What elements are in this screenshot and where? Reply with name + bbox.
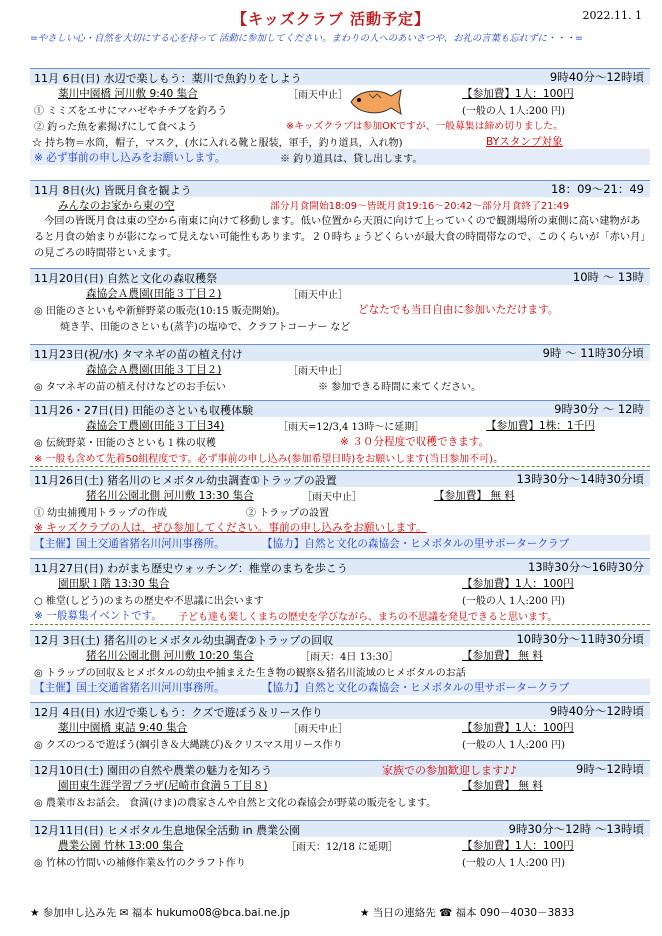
notice: ※キッズクラブは参加OKですが、一般募集は締め切りました。	[286, 121, 563, 132]
event-location: 猪名川公園北側 河川敷 10:20 集合	[86, 650, 254, 662]
event-title: 11月 6日(日) 水辺で楽しもう：薬川で魚釣りをしよう	[34, 72, 302, 85]
apply-contact[interactable]: ★ 参加申し込み先 ✉ 福本 hukumo08@bca.bai.ne.jp	[30, 907, 290, 919]
event-header	[30, 630, 650, 647]
event-time: 9時30分 ～ 12時	[554, 402, 644, 416]
event-2	[30, 180, 650, 261]
fee: 【参加費】1人：100円	[462, 88, 574, 100]
belongings: ☆ 持ち物＝水筒，帽子，マスク，(水に入れる靴と服装，軍手，釣り道具，入れ物)	[32, 138, 403, 149]
subtitle: =やさしい心・自然を大切にする心を持って 活動に参加してください。まわりの人へのあいさつや、お礼の言葉も忘れずに・・・=	[30, 33, 583, 44]
notice: ※ 参加できる時間に来てください。	[318, 382, 482, 393]
event-time: 10時30分～11時30分頃	[516, 632, 644, 646]
event-time: 13時30分～16時30分	[527, 560, 644, 574]
event-location: みんなのお家から東の空	[58, 200, 175, 212]
fee: 【参加費】 無 料	[434, 490, 515, 502]
divider	[30, 624, 650, 625]
detail-line: ① 幼虫捕獲用トラップの作成	[34, 508, 167, 519]
page-title: 【キッズクラブ 活動予定】	[232, 10, 430, 28]
event-8	[30, 630, 650, 695]
event-title: 11月 8日(火) 皆既月食を観よう	[34, 184, 192, 197]
detail-line: ○ 椎堂(しどう)のまちの歴史や不思議に出会います	[34, 596, 264, 607]
event-location: 園田東生涯学習プラザ(尼崎市食満５丁目８)	[58, 780, 268, 792]
issue-date: 2022.11. 1	[582, 9, 642, 22]
fee-general: (一般の人 1人:200 円)	[462, 596, 565, 607]
rain-note: ［雨天：4日 13:30］	[300, 652, 399, 663]
event-time: 9時40分～12時頃	[549, 70, 644, 84]
detail-line: ◎ 伝統野菜・田能のさといも１株の収穫	[34, 438, 216, 449]
fee: 【参加費】1株：1千円	[486, 420, 595, 432]
event-title: 11月26日(土) 猪名川のヒメボタル幼虫調査①トラップの設置	[34, 474, 337, 487]
event-location: 森協会Ａ農園(田能３丁目２)	[86, 288, 222, 300]
divider	[30, 466, 650, 467]
organizer: 【主催】国土交通省猪名川河川事務所。	[34, 682, 225, 694]
event-location: 森協会Ｔ農園(田能３丁目34)	[86, 420, 225, 432]
event-time: 9時40分～12時頃	[549, 704, 644, 718]
rain-note: ［雨天中止］	[302, 492, 362, 503]
event-title: 11月27日(日) わがまち歴史ウォッチング：椎堂のまちを歩こう	[34, 562, 348, 575]
event-time: 9時30分～12時 ～13時頃	[508, 822, 644, 836]
detail-line: ◎ 農業市＆お話会。 食満(けま)の農家さんや自然と文化の森協会が野菜の販売をします。	[34, 798, 437, 809]
fee-general: (一般の人 1人:200 円)	[462, 740, 565, 751]
event-header	[30, 702, 650, 719]
event-location: 園田駅１階 13:30 集合	[58, 578, 170, 590]
event-4	[30, 344, 650, 393]
detail-line: 焼き芋、田能のさといも(蒸芋)の塩ゆで、クラフトコーナー など	[60, 322, 351, 333]
event-header	[30, 68, 650, 85]
rain-note: ［雨天中止］	[288, 90, 348, 101]
event-header	[30, 268, 650, 285]
event-header	[30, 558, 650, 575]
fee: 【参加費】 無 料	[462, 780, 543, 792]
notice: ※ ３０分程度で収穫できます。	[340, 436, 490, 448]
event-time: 18：09～21：49	[550, 182, 644, 196]
detail-line: ◎ タマネギの苗の植え付けなどのお手伝い	[34, 382, 226, 393]
event-header	[30, 180, 650, 197]
event-header	[30, 400, 650, 417]
rain-note: ［雨天：12/18 に延期］	[286, 842, 398, 853]
welcome-note: 家族での参加歓迎します♪♪	[382, 764, 518, 777]
event-time: 9時～12時頃	[576, 762, 644, 776]
event-title: 12月10日(土) 園田の自然や農業の魅力を知ろう	[34, 764, 273, 777]
event-header	[30, 760, 650, 777]
detail-line: ◎ トラップの回収＆ヒメボタルの幼虫や捕まえた生き物の観察＆猪名川流域のヒメボタルのお話	[34, 668, 466, 679]
organizer: 【主催】国土交通省猪名川河川事務所。	[34, 538, 225, 550]
rain-note: ［雨天中止］	[288, 366, 348, 377]
fee-general: (一般の人 1人:200 円)	[462, 858, 565, 869]
event-10	[30, 760, 650, 809]
detail-line: ② トラップの設置	[246, 508, 329, 519]
event-title: 11月26・27日(日) 田能のさといも収穫体験	[34, 404, 254, 417]
event-title: 12月 4日(日) 水辺で楽しもう：クズで遊ぼう＆リース作り	[34, 706, 323, 719]
notice: ※ キッズクラブの人は、ぜひ参加してください。事前の申し込みをお願いします。	[34, 522, 427, 534]
event-title: 11月20日(日) 自然と文化の森収穫祭	[34, 272, 218, 285]
notice: ※ 一般募集イベントです。	[34, 610, 162, 622]
event-time: 9時 ～ 11時30分頃	[542, 346, 644, 360]
rain-note: ［雨天中止］	[288, 290, 348, 301]
detail-line: ◎ 田能のさといもや新鮮野菜の販売(10:15 販売開始)。	[34, 306, 286, 317]
notice: ※ 一般も含めて先着50組程度です。必ず事前の申し込み(参加希望日時)をお願いします(当日参加不可)。	[34, 454, 504, 465]
detail-line: ① ミミズをエサにマハゼやチチブを釣ろう	[34, 106, 228, 117]
event-title: 11月23日(祝/水) タマネギの苗の植え付け	[34, 348, 243, 361]
notice: どなたでも当日自由に参加いただけます。	[358, 304, 559, 316]
event-time: 10時 ～ 13時	[572, 270, 644, 284]
event-9	[30, 702, 650, 751]
event-location: 猪名川公園北側 河川敷 13:30 集合	[86, 490, 254, 502]
eclipse-schedule: 部分月食開始18:09～皆既月食19:16～20:42～部分月食終了21:49	[270, 201, 570, 212]
fee-general: (一般の人 1人:200 円)	[462, 106, 565, 117]
event-location: 森協会Ａ農園(田能３丁目２)	[86, 364, 222, 376]
event-6	[30, 470, 650, 551]
notice: ※ 釣り道具は、貸し出します。	[280, 154, 423, 165]
event-1	[30, 68, 650, 165]
event-header	[30, 344, 650, 361]
event-11	[30, 820, 650, 869]
event-description: 今回の皆既月食は東の空から南東に向けて移動します。低い位置から天頂に向けて上っていくので観測場所の東側に高い建物があると月食の始まりが影になって見えない可能性もあります。２０時ちょうどくらいが最大食の時間帯なので、このくらいが「赤い月」の見ごろの時間帯といえます。	[34, 215, 646, 259]
day-contact[interactable]: ★ 当日の連絡先 ☎ 福本 090－4030－3833	[360, 907, 575, 919]
detail-line: ◎ 竹林の竹間いの補修作業＆竹のクラフト作り	[34, 858, 246, 869]
event-header	[30, 820, 650, 837]
rain-note: ［雨天中止］	[288, 724, 348, 735]
event-title: 12月 3日(土) 猪名川のヒメボタル幼虫調査②トラップの回収	[34, 634, 334, 647]
cooperator: 【協力】自然と文化の森協会・ヒメボタルの里サポータークラブ	[262, 538, 570, 550]
event-5	[30, 400, 650, 465]
notice: 子ども達も楽しくまちの歴史を学びながら、まちの不思議を発見できると思います。	[178, 612, 558, 623]
detail-line: ② 釣った魚を素揚げにして食べよう	[34, 122, 198, 133]
fish-icon	[345, 88, 405, 116]
event-7	[30, 558, 650, 623]
event-3	[30, 268, 650, 333]
event-location: 薬川中園橋 東詰 9:40 集合	[58, 722, 188, 734]
event-time: 13時30分～14時30分頃	[516, 472, 644, 486]
event-title: 12月11日(日) ヒメボタル生息地保全活動 in 農業公園	[34, 824, 301, 837]
notice: ※ 必ず事前の申し込みをお願いします。	[34, 152, 226, 164]
fee: 【参加費】1人：100円	[462, 578, 574, 590]
stamp-note: BYスタンプ対象	[486, 136, 563, 148]
fee: 【参加費】1人：100円	[462, 722, 574, 734]
rain-note: ［雨天=12/3,4 13時～に延期］	[278, 422, 425, 433]
event-location: 薬川中園橋 河川敷 9:40 集合	[58, 88, 198, 100]
event-header	[30, 470, 650, 487]
fee: 【参加費】1人：100円	[462, 840, 574, 852]
detail-line: ◎ クズのつるで遊ぼう(綱引き＆大縄跳び)＆クリスマス用リース作り	[34, 740, 343, 751]
event-location: 農業公園 竹林 13:00 集合	[58, 840, 184, 852]
cooperator: 【協力】自然と文化の森協会・ヒメボタルの里サポータークラブ	[262, 682, 570, 694]
fee: 【参加費】 無 料	[462, 650, 543, 662]
